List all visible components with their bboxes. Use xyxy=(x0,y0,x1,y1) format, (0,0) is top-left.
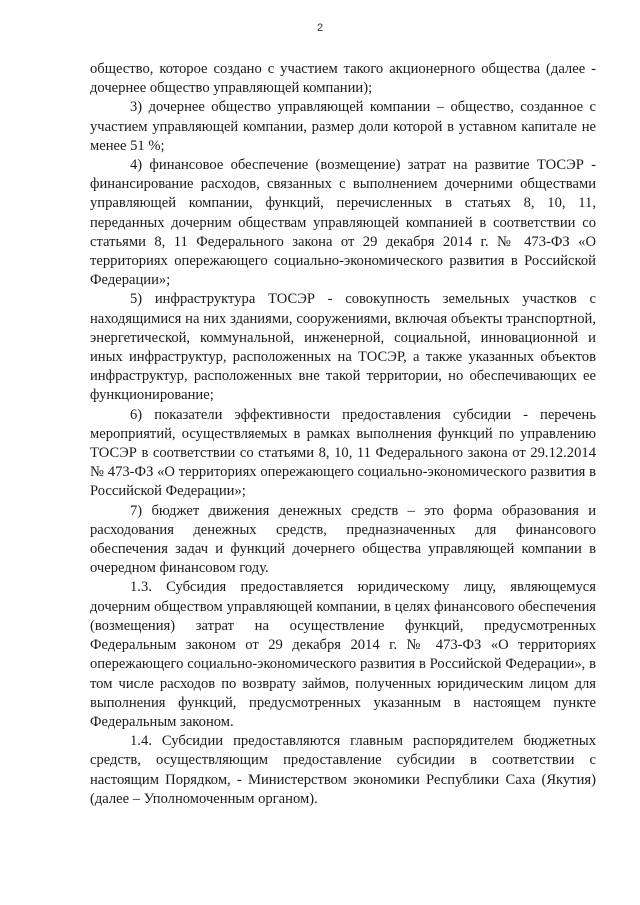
paragraph-clause-1-3: 1.3. Субсидия предоставляется юридическому лицу, являющемуся дочерним обществом управляющей компании, в целях финансового обеспечения (возмещения) затрат на осуществление функций, предусмотренных Федеральным законом от 29 декабря 2014 г. № 473-ФЗ «О территориях опережающего социально-экономического развития в Российской Федерации», в том числе расходов по возврату займов, полученных юридическим лицом для выполнения функций, предусмотренных указанным в настоящем пункте Федеральным законом. xyxy=(90,579,596,730)
paragraph-definition-5: 5) инфраструктура ТОСЭР - совокупность земельных участков с находящимися на них зданиями, сооружениями, включая объекты транспортной, энергетической, коммунальной, инженерной, социальной, инновационной и иных инфраструктур, расположенных на ТОСЭР, а также указанных объектов инфраструктур, расположенных вне такой территории, но обеспечивающих ее функционирование; xyxy=(90,291,596,404)
paragraph-definition-4: 4) финансовое обеспечение (возмещение) затрат на развитие ТОСЭР - финансирование расходов, связанных с выполнением дочерними обществами управляющей компании, функций, перечисленных в статьях 8, 10, 11, переданных дочерним обществам управляющей компанией в соответствии со статьями 8, 11 Федерального закона от 29 декабря 2014 г. № 473-ФЗ «О территориях опережающего социально-экономического развития в Российской Федерации»; xyxy=(90,157,596,289)
paragraph-clause-1-4: 1.4. Субсидии предоставляются главным распорядителем бюджетных средств, осуществляющим предоставление субсидии в соответствии с настоящим Порядком, - Министерством экономики Республики Саха (Якутия) (далее – Уполномоченным органом). xyxy=(90,733,596,807)
document-body xyxy=(90,60,596,809)
paragraph-definition-7: 7) бюджет движения денежных средств – это форма образования и расходования денежных средств, предназначенных для финансового обеспечения задач и функций дочернего общества управляющей компании в очередном финансовом году. xyxy=(90,502,596,577)
paragraph-continuation: общество, которое создано с участием такого акционерного общества (далее - дочернее общество управляющей компании); xyxy=(90,61,596,97)
paragraph-definition-6: 6) показатели эффективности предоставления субсидии - перечень мероприятий, осуществляемых в рамках выполнения функций по управлению ТОСЭР в соответствии со статьями 8, 10, 11 Федерального закона от 29.12.2014 № 473-ФЗ «О территориях опережающего социально-экономического развития в Российской Федерации»; xyxy=(90,406,596,500)
page-number: 2 xyxy=(316,22,324,34)
paragraph-definition-3: 3) дочернее общество управляющей компании – общество, созданное с участием управляющей компании, размер доли которой в уставном капитале не менее 51 %; xyxy=(90,99,596,154)
